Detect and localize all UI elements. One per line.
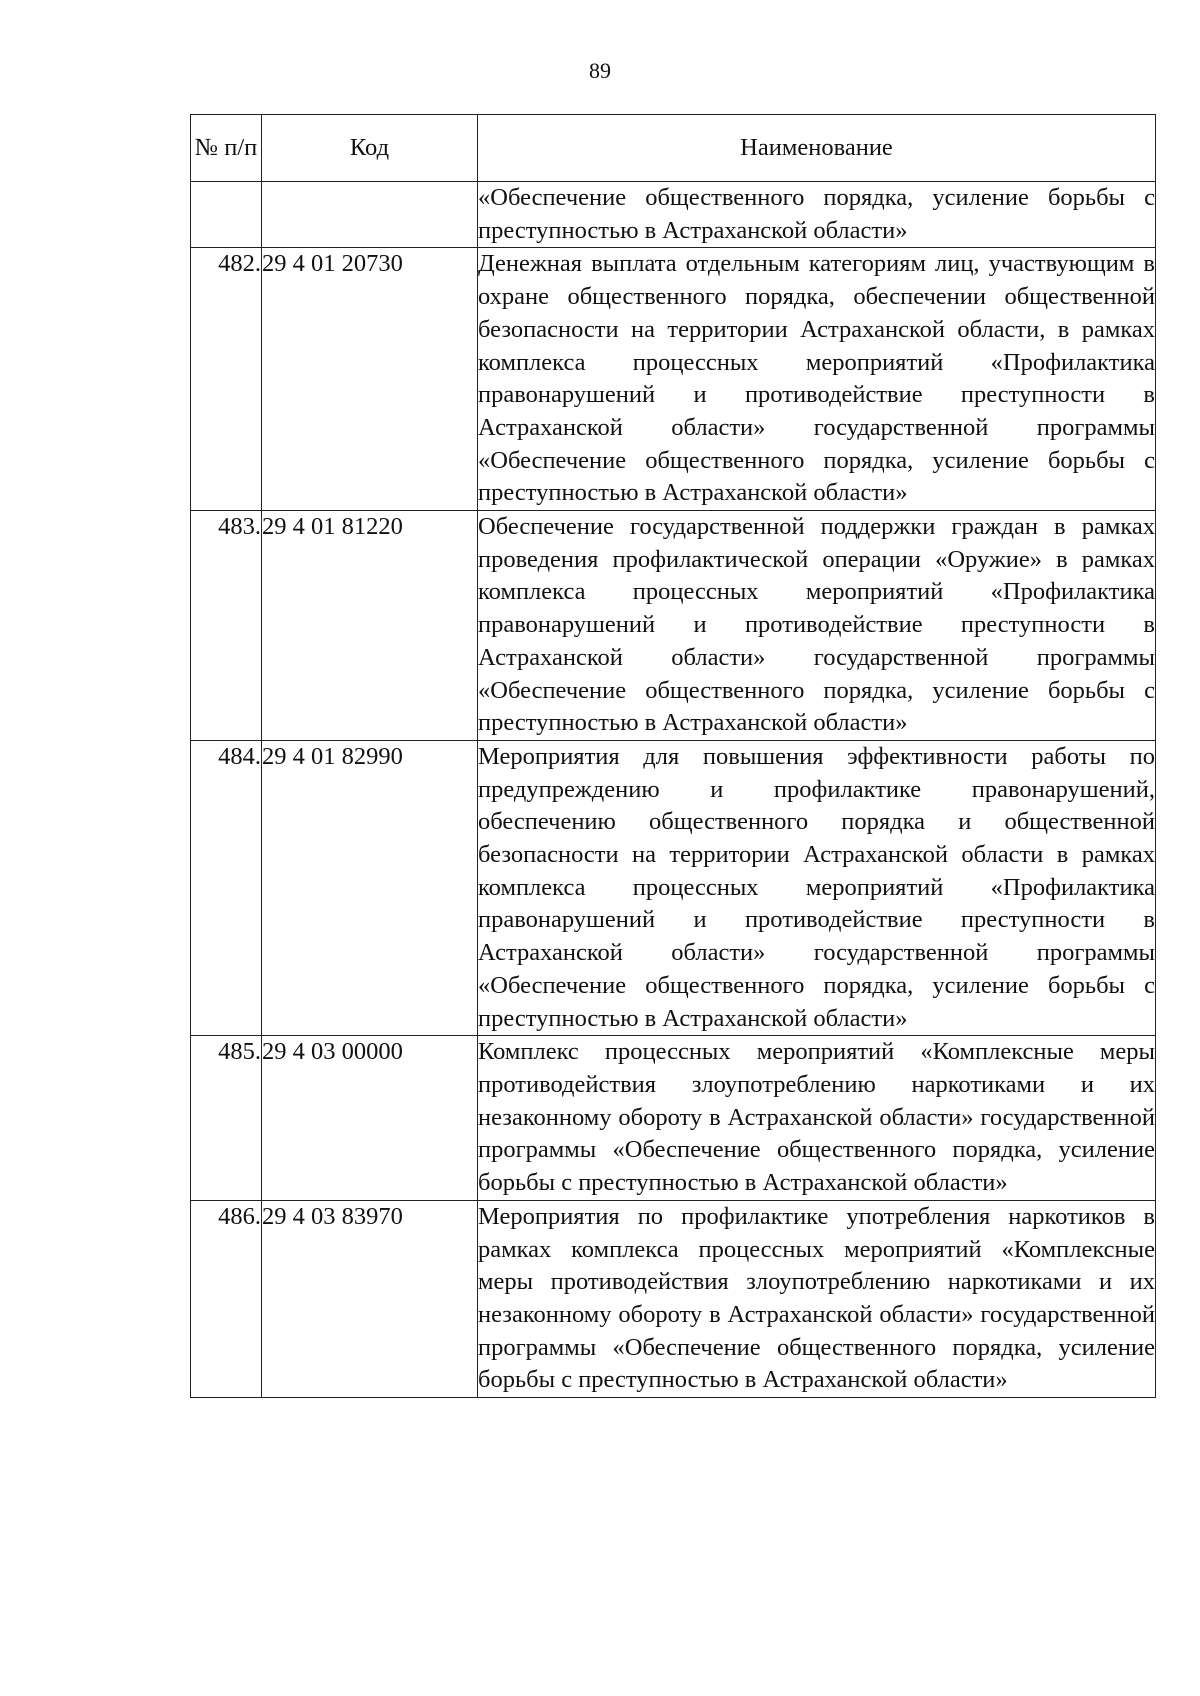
table-header-row	[191, 115, 1156, 182]
row-number: 483.	[191, 511, 262, 741]
row-code: 29 4 01 20730	[262, 248, 478, 511]
table-row	[191, 511, 1156, 741]
table-row	[191, 248, 1156, 511]
row-code: 29 4 03 83970	[262, 1200, 478, 1397]
header-code: Код	[262, 115, 478, 182]
row-number	[191, 182, 262, 248]
row-code: 29 4 01 82990	[262, 740, 478, 1035]
table-row	[191, 182, 1156, 248]
table-row	[191, 1036, 1156, 1201]
row-number: 486.	[191, 1200, 262, 1397]
row-code	[262, 182, 478, 248]
row-number: 485.	[191, 1036, 262, 1201]
budget-classification-table	[190, 114, 1156, 1398]
page-number: 89	[589, 58, 611, 83]
header-number: № п/п	[191, 115, 262, 182]
row-name: Обеспечение государственной поддержки граждан в рамках проведения профилактической операции «Оружие» в рамках комплекса процессных мероприятий «Профилактика правонарушений и противодействие преступности в Астраханской области» государственной программы «Обеспечение общественного порядка, усиление борьбы с преступностью в Астраханской области»	[478, 511, 1156, 741]
row-name: «Обеспечение общественного порядка, усиление борьбы с преступностью в Астраханской области»	[478, 182, 1156, 248]
row-code: 29 4 03 00000	[262, 1036, 478, 1201]
row-code: 29 4 01 81220	[262, 511, 478, 741]
table-row	[191, 1200, 1156, 1397]
row-name: Мероприятия по профилактике употребления наркотиков в рамках комплекса процессных мероприятий «Комплексные меры противодействия злоупотреблению наркотиками и их незаконному обороту в Астраханской области» государственной программы «Обеспечение общественного порядка, усиление борьбы с преступностью в Астраханской области»	[478, 1200, 1156, 1397]
table-row	[191, 740, 1156, 1035]
row-number: 482.	[191, 248, 262, 511]
row-name: Комплекс процессных мероприятий «Комплексные меры противодействия злоупотреблению наркотиками и их незаконному обороту в Астраханской области» государственной программы «Обеспечение общественного порядка, усиление борьбы с преступностью в Астраханской области»	[478, 1036, 1156, 1201]
header-name: Наименование	[478, 115, 1156, 182]
row-number: 484.	[191, 740, 262, 1035]
row-name: Денежная выплата отдельным категориям лиц, участвующим в охране общественного порядка, обеспечении общественной безопасности на территории Астраханской области, в рамках комплекса процессных мероприятий «Профилактика правонарушений и противодействие преступности в Астраханской области» государственной программы «Обеспечение общественного порядка, усиление борьбы с преступностью в Астраханской области»	[478, 248, 1156, 511]
row-name: Мероприятия для повышения эффективности работы по предупреждению и профилактике правонарушений, обеспечению общественного порядка и общественной безопасности на территории Астраханской области в рамках комплекса процессных мероприятий «Профилактика правонарушений и противодействие преступности в Астраханской области» государственной программы «Обеспечение общественного порядка, усиление борьбы с преступностью в Астраханской области»	[478, 740, 1156, 1035]
